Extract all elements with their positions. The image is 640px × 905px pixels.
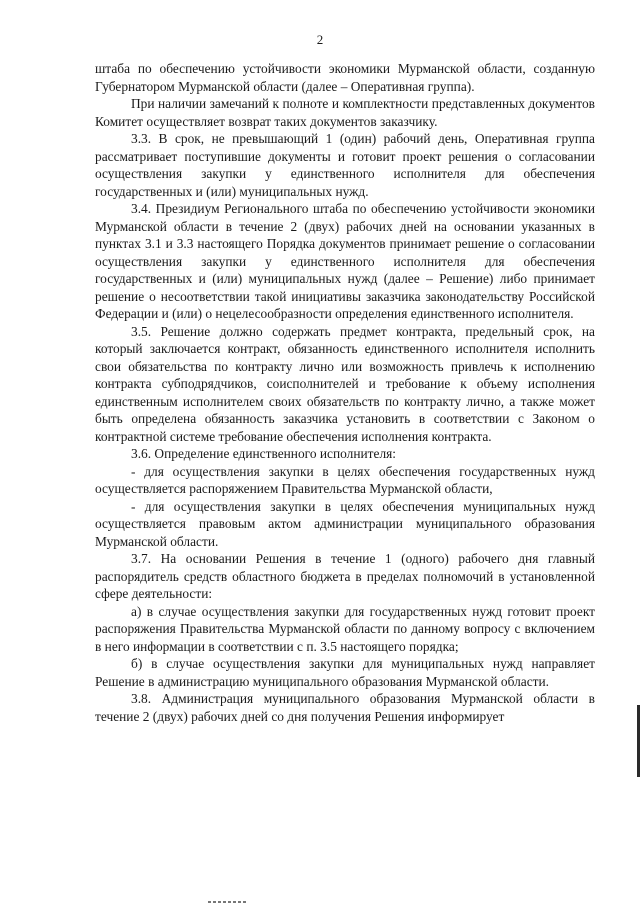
paragraph-3-4: 3.4. Президиум Регионального штаба по обеспечению устойчивости экономики Мурманской области в течение 2 (двух) рабочих дней на основании указанных в пунктах 3.1 и 3.3 настоящего Порядка документов принимает решение о согласовании осуществления закупки у единственного исполнителя для обеспечения государственных и (или) муниципальных нужд (далее – Решение) либо принимает решение о несоответствии такой инициативы заказчика законодательству Российской Федерации и (или) о нецелесообразности определения единственного исполнителя. bbox=[95, 201, 595, 321]
paragraph-3-7-b: б) в случае осуществления закупки для муниципальных нужд направляет Решение в администрацию муниципального образования Мурманской области. bbox=[95, 656, 595, 689]
paragraph-3-3: 3.3. В срок, не превышающий 1 (один) рабочий день, Оперативная группа рассматривает поступившие документы и готовит проект решения о согласовании осуществления закупки у единственного исполнителя для обеспечения государственных и (или) муниципальных нужд. bbox=[95, 131, 595, 199]
paragraph-3-6-state: - для осуществления закупки в целях обеспечения государственных нужд осуществляется распоряжением Правительства Мурманской области, bbox=[95, 463, 595, 496]
paragraph-remarks: При наличии замечаний к полноте и комплектности представленных документов Комитет осуществляет возврат таких документов заказчику. bbox=[95, 96, 595, 129]
paragraph-continuation: штаба по обеспечению устойчивости экономики Мурманской области, созданную Губернатором Мурманской области (далее – Оперативная группа). bbox=[95, 61, 595, 94]
paragraph-3-7: 3.7. На основании Решения в течение 1 (одного) рабочего дня главный распорядитель средств областного бюджета в пределах полномочий в установленной сфере деятельности: bbox=[95, 551, 595, 601]
paragraph-3-6: 3.6. Определение единственного исполнителя: bbox=[131, 446, 397, 461]
paragraph-3-5: 3.5. Решение должно содержать предмет контракта, предельный срок, на который заключается контракт, обязанность единственного исполнителя исполнить свои обязательства по контракту лично или возможность привлечь к исполнению контракта субподрядчиков, соисполнителей и требование к объему исполнения единственным исполнителем своих обязательств по контракту лично, а также может быть определена обязанность заказчика установить в соответствии с Законом о контрактной системе требование обеспечения исполнения контракта. bbox=[95, 323, 595, 444]
page-number: 2 bbox=[316, 32, 324, 47]
footer-scan-mark bbox=[208, 901, 248, 903]
paragraph-3-7-a: а) в случае осуществления закупки для государственных нужд готовит проект распоряжения Правительства Мурманской области по данному вопросу с включением в него информации в соответствии с п. 3.5 настоящего порядка; bbox=[95, 603, 595, 654]
document-body bbox=[95, 60, 595, 725]
paragraph-3-8: 3.8. Администрация муниципального образования Мурманской области в течение 2 (двух) рабочих дней со дня получения Решения информирует bbox=[95, 691, 595, 724]
paragraph-3-6-municipal: - для осуществления закупки в целях обеспечения муниципальных нужд осуществляется правовым актом администрации муниципального образования Мурманской области. bbox=[95, 498, 595, 549]
